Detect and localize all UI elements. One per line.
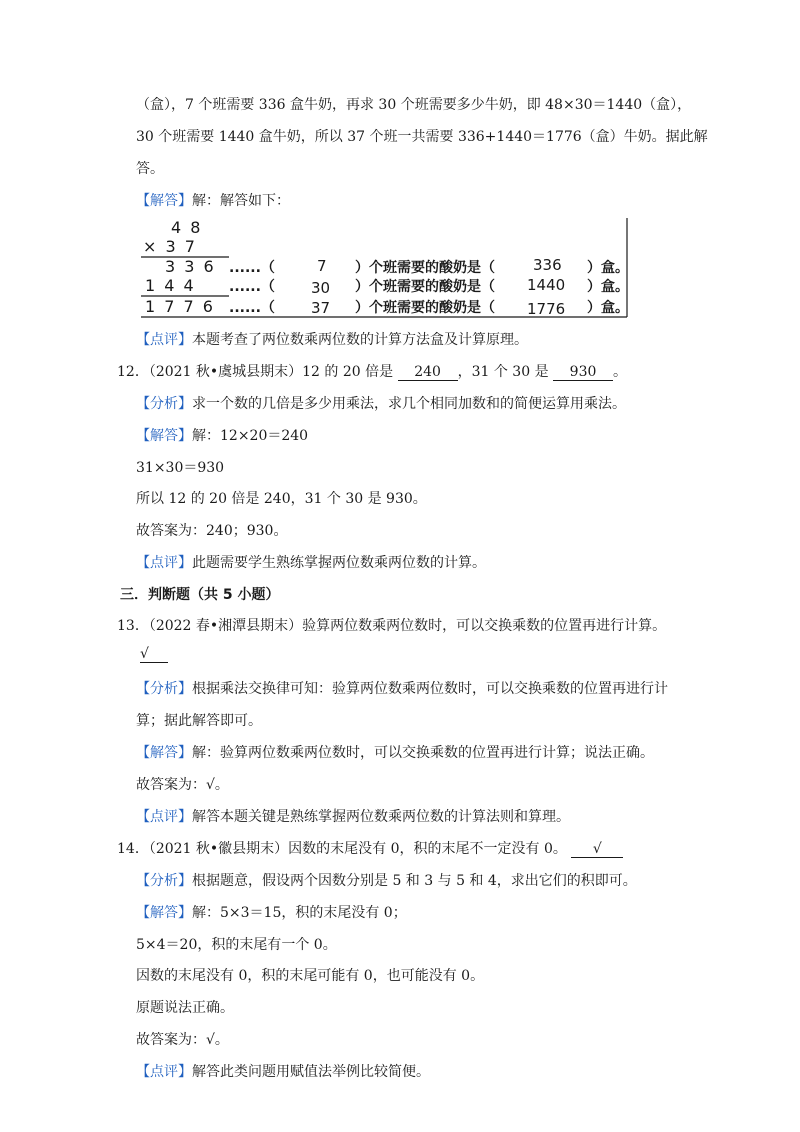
answer-line-14 <box>136 904 407 922</box>
analysis-text: 根据乘法交换律可知：验算两位数乘两位数时，可以交换乘数的位置再进行计 <box>192 681 668 697</box>
answer-tag: 【解答】 <box>136 193 192 209</box>
calc-row-fill-boxes: 336 <box>533 256 562 274</box>
calc-row-fill-classes: 30 <box>311 279 331 297</box>
answer-line-14-5: 故答案为：√。 <box>136 1032 229 1048</box>
answer-line-14-3: 因数的末尾没有 0，积的末尾可能有 0，也可能没有 0。 <box>136 968 485 984</box>
question-14-blank: √ <box>571 841 623 858</box>
answer-text: 解：解答如下： <box>192 193 290 209</box>
calc-row-fill-classes: 37 <box>311 299 331 317</box>
answer-text: 解：验算两位数乘两位数时，可以交换乘数的位置再进行计算；说法正确。 <box>192 745 654 761</box>
analysis-line-13-2: 算；据此解答即可。 <box>136 713 262 729</box>
intro-line-3: 答。 <box>136 161 164 177</box>
question-13-blank: √ <box>140 646 168 663</box>
analysis-line-12 <box>136 395 626 413</box>
analysis-line-14 <box>136 872 637 890</box>
review-text: 此题需要学生熟练掌握两位数乘两位数的计算。 <box>192 555 486 571</box>
calc-row-end: ）盒。 <box>587 260 629 276</box>
answer-tag: 【解答】 <box>136 905 192 921</box>
calc-row-dots: ......（ <box>229 279 275 295</box>
question-12-blank-1: 240 <box>398 364 458 381</box>
calc-row-dots: ......（ <box>229 300 275 316</box>
answer-line-12-4: 故答案为：240；930。 <box>136 523 288 539</box>
answer-line-13-2: 故答案为：√。 <box>136 777 229 793</box>
answer-tag: 【解答】 <box>136 428 192 444</box>
question-14 <box>117 840 623 858</box>
multiplication-diagram <box>141 216 629 318</box>
review-text: 本题考查了两位数乘两位数的计算方法盒及计算原理。 <box>192 332 528 348</box>
review-tag: 【点评】 <box>136 1064 192 1080</box>
calc-row-fill-boxes: 1440 <box>527 276 566 294</box>
answer-text: 解：12×20＝240 <box>192 428 309 444</box>
analysis-tag: 【分析】 <box>136 873 192 889</box>
review-text: 解答本题关键是熟练掌握两位数乘两位数的计算法则和算理。 <box>192 809 570 825</box>
calc-row-dots: ......（ <box>229 260 275 276</box>
review-tag: 【点评】 <box>136 809 192 825</box>
question-14-prefix: 14．（2021 秋•徽县期末）因数的末尾没有 0，积的末尾不一定没有 0。 <box>117 841 567 857</box>
answer-line-13 <box>136 744 654 762</box>
calc-row-number: 1 7 7 6 <box>145 297 215 316</box>
answer-line-14-2: 5×4＝20，积的末尾有一个 0。 <box>136 937 337 953</box>
question-12 <box>117 363 627 381</box>
review-tag: 【点评】 <box>136 555 192 571</box>
calc-top-number: 4 8 <box>171 218 203 237</box>
calc-row-fill-boxes: 1776 <box>527 300 566 318</box>
answer-line-12 <box>136 427 308 445</box>
answer-line-12-3: 所以 12 的 20 倍是 240，31 个 30 是 930。 <box>136 491 427 507</box>
calc-row-number: 3 3 6 <box>165 257 216 276</box>
intro-line-2: 30 个班需要 1440 盒牛奶，所以 37 个班一共需要 336+1440＝1776（盒）牛奶。据此解 <box>136 129 708 145</box>
calc-row-end: ）盒。 <box>587 300 629 316</box>
review-line-11 <box>136 331 528 349</box>
answer-line-11 <box>136 192 290 210</box>
calc-row <box>145 297 629 318</box>
question-12-suffix: 。 <box>613 364 628 380</box>
question-13-answer-row <box>140 645 168 663</box>
calc-row <box>165 256 629 276</box>
review-line-14 <box>136 1063 430 1081</box>
answer-text: 解：5×3＝15，积的末尾没有 0； <box>192 905 407 921</box>
intro-line-1: （盒），7 个班需要 336 盒牛奶，再求 30 个班需要多少牛奶，即 48×30＝1440（盒）， <box>136 97 692 113</box>
calc-row-middle: ）个班需要的酸奶是（ <box>355 300 495 316</box>
analysis-line-13 <box>136 680 668 698</box>
calc-row-fill-classes: 7 <box>317 257 327 275</box>
calc-row-number: 1 4 4 <box>145 276 196 295</box>
section-3-title: 三．判断题（共 5 小题） <box>120 587 280 603</box>
calc-row <box>145 276 629 297</box>
answer-line-14-4: 原题说法正确。 <box>136 1000 234 1016</box>
analysis-tag: 【分析】 <box>136 681 192 697</box>
review-line-13 <box>136 808 570 826</box>
review-line-12 <box>136 554 486 572</box>
calc-row-end: ）盒。 <box>587 279 629 295</box>
review-text: 解答此类问题用赋值法举例比较简便。 <box>192 1064 430 1080</box>
question-13: 13．（2022 春•湘潭县期末）验算两位数乘两位数时，可以交换乘数的位置再进行计算。 <box>117 618 667 634</box>
analysis-text: 根据题意，假设两个因数分别是 5 和 3 与 5 和 4，求出它们的积即可。 <box>192 873 637 889</box>
answer-line-12-2: 31×30＝930 <box>136 460 225 476</box>
calc-row-middle: ）个班需要的酸奶是（ <box>355 260 495 276</box>
review-tag: 【点评】 <box>136 332 192 348</box>
analysis-text: 求一个数的几倍是多少用乘法，求几个相同加数和的简便运算用乘法。 <box>192 396 626 412</box>
question-12-middle: ，31 个 30 是 <box>457 364 549 380</box>
analysis-tag: 【分析】 <box>136 396 192 412</box>
answer-tag: 【解答】 <box>136 745 192 761</box>
question-12-prefix: 12．（2021 秋•虞城县期末）12 的 20 倍是 <box>117 364 394 380</box>
question-12-blank-2: 930 <box>553 364 613 381</box>
calc-multiplier: × 3 7 <box>143 237 197 256</box>
calc-row-middle: ）个班需要的酸奶是（ <box>355 279 495 295</box>
